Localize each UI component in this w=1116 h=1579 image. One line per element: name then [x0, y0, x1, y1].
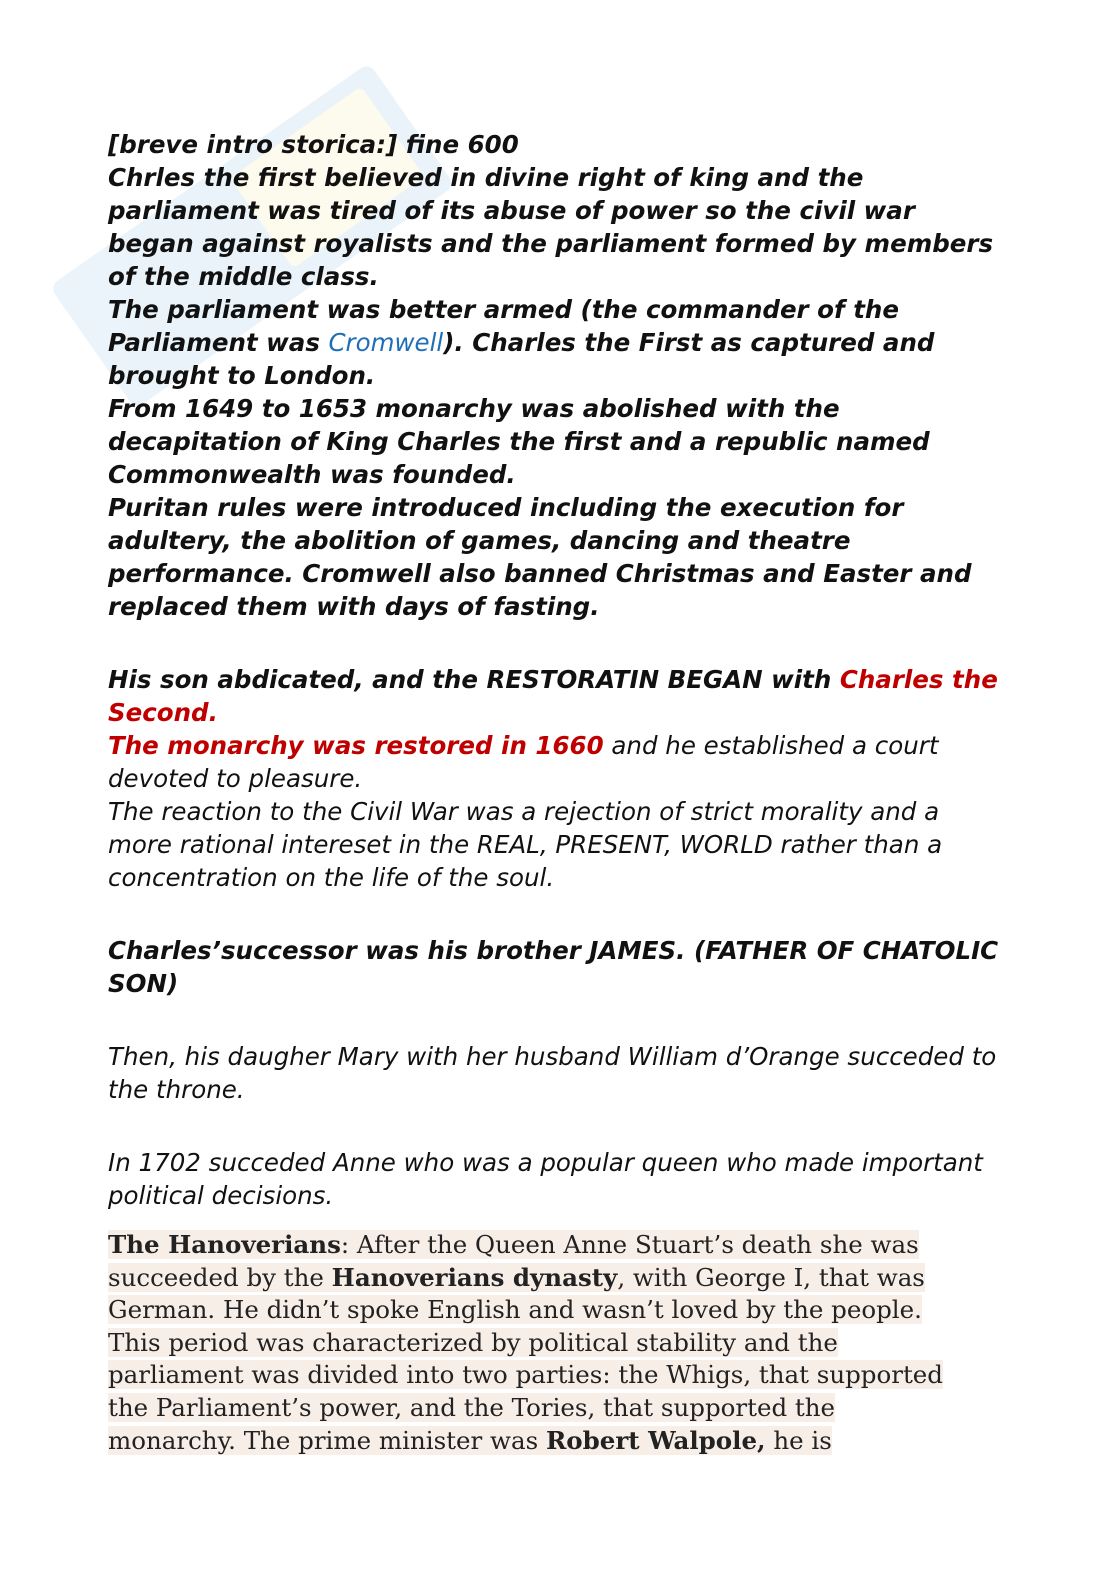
paragraph-james: Charles’successor was his brother JAMES. (FATHER OF CHATOLIC SON) [108, 936, 999, 998]
hanoverians-text: monarchy. The prime minister was [108, 1425, 546, 1455]
paragraph-parliament [108, 293, 1008, 392]
robert-walpole-name: Robert Walpole, [545, 1425, 766, 1455]
hanoverians-line [108, 1425, 1008, 1458]
paragraph-parliament-text: The parliament was better armed (the commander of the Parliament was [108, 295, 899, 357]
hanoverians-line [108, 1262, 1008, 1295]
section-anne [108, 1146, 1008, 1212]
paragraph-commonwealth: From 1649 to 1653 monarchy was abolished with the decapitation of King Charles the first and a republic named Commonwealth was founded. [108, 394, 930, 489]
section-restoration [108, 663, 1008, 894]
section-james [108, 934, 1008, 1000]
section-mary-william [108, 1040, 1008, 1106]
hanoverians-line [108, 1327, 1008, 1360]
charles-second-name: Charles the Second. [108, 665, 998, 727]
hanoverians-text: parliament was divided into two parties: the Whigs, that supported [108, 1360, 943, 1390]
hanoverians-text: the Parliament’s power, and the Tories, that supported the [108, 1392, 836, 1422]
paragraph-charles-first: Chrles the first believed in divine right of king and the parliament was tired of its abuse of power so the civil war began against royalists and the parliament formed by members of the middle class. [108, 163, 994, 291]
monarchy-restored-text: and he established a court devoted to pleasure. [108, 731, 939, 793]
hanoverians-text: German. He didn’t spoke English and wasn’t loved by the people. [108, 1295, 922, 1325]
intro-heading: [breve intro storica:] fine 600 [108, 130, 519, 159]
document-content [108, 128, 1008, 1457]
hanoverians-line [108, 1229, 1008, 1262]
hanoverians-dynasty: Hanoverians dynasty [331, 1262, 618, 1292]
paragraph-puritan-rules: Puritan rules were introduced including the execution for adultery, the abolition of games, dancing and theatre performance. Cromwell also banned Christmas and Easter and replaced them with days of fasting. [108, 493, 972, 621]
hanoverians-text: he is [765, 1425, 832, 1455]
restoration-heading-text: His son abdicated, and the RESTORATIN BEGAN with [108, 665, 840, 694]
paragraph-mary-william: Then, his daugher Mary with her husband William d’Orange succeded to the throne. [108, 1042, 997, 1104]
hanoverians-line [108, 1359, 1008, 1392]
hanoverians-text: , with George I, that was [617, 1262, 925, 1292]
hanoverians-text: succeeded by the [108, 1262, 332, 1292]
paragraph-monarchy-restored [108, 729, 1008, 795]
hanoverians-text: This period was characterized by political stability and the [108, 1327, 838, 1357]
hanoverians-text: : After the Queen Anne Stuart’s death she was [340, 1230, 919, 1259]
section-civil-war [108, 128, 1008, 623]
paragraph-reaction: The reaction to the Civil War was a rejection of strict morality and a more rational intereset in the REAL, PRESENT, WORLD rather than a concentration on the life of the soul. [108, 797, 943, 892]
hanoverians-line [108, 1392, 1008, 1425]
cromwell-name: Cromwell [328, 328, 444, 357]
monarchy-restored-highlight: The monarchy was restored in 1660 [108, 731, 604, 760]
hanoverians-heading: The Hanoverians [108, 1230, 341, 1259]
section-hanoverians [108, 1229, 1008, 1457]
hanoverians-line [108, 1294, 1008, 1327]
restoration-heading [108, 663, 1008, 729]
paragraph-anne: In 1702 succeded Anne who was a popular queen who made important political decisions. [108, 1148, 983, 1210]
paragraph-parliament-text-end: ). Charles the First as captured and brought to London. [108, 328, 935, 390]
